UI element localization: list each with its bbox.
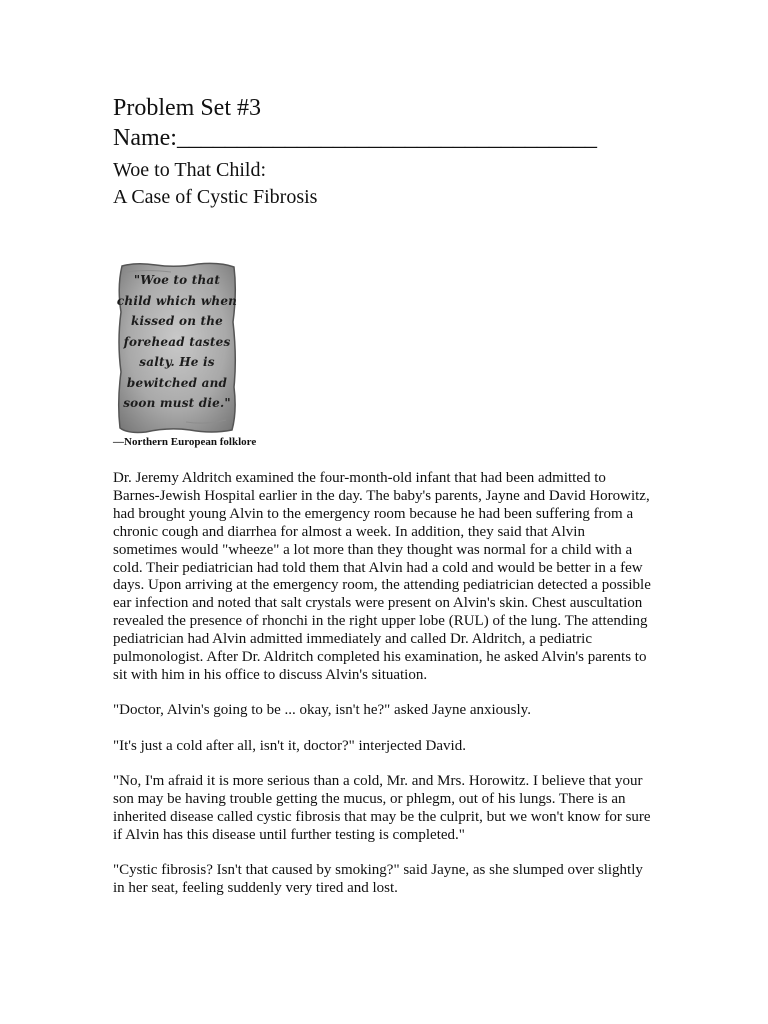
text-line: chronic cough and diarrhea for almost a week. In addition, they said that Alvin [113,523,585,540]
name-line: Name:___________________________________ [113,125,597,151]
quote-line: child which when [116,293,238,308]
text-line: Barnes-Jewish Hospital earlier in the day. The baby's parents, Jayne and David Horowitz, [113,487,650,504]
text-line: in her seat, feeling suddenly very tired and lost. [113,879,398,896]
quote-line: kissed on the [131,314,223,328]
text-line: days. Upon arriving at the emergency room, the attending pediatrician detected a possible [113,577,651,594]
text-line: sit with him in his office to discuss Alvin's situation. [113,666,428,683]
text-line: "No, I'm afraid it is more serious than a cold, Mr. and Mrs. Horowitz. I believe that your [113,773,643,789]
text-line: had brought young Alvin to the emergency room because he had been suffering from a [113,505,634,522]
paragraph-intro [113,470,658,685]
quote-line: bewitched and [126,375,228,390]
text-line: ear infection and noted that salt crystals were present on Alvin's skin. Chest auscultation [113,595,643,612]
quote-line: "Woe to that [133,273,221,287]
folklore-attribution: —Northern European folklore [113,436,257,448]
text-line: "Cystic fibrosis? Isn't that caused by smoking?" said Jayne, as she slumped over slightly [113,862,643,878]
case-title-line-2: A Case of Cystic Fibrosis [113,186,318,208]
paragraph-david-question [113,738,658,756]
text-line: pediatrician had Alvin admitted immediately and called Dr. Aldritch, a pediatric [113,631,593,648]
folklore-quote [116,270,238,414]
text-line: Dr. Jeremy Aldritch examined the four-month-old infant that had been admitted to [113,470,606,486]
text-line: inherited disease called cystic fibrosis that may be the culprit, but we won't know for sure [113,808,651,825]
text-line: pulmonologist. After Dr. Aldritch completed his examination, he asked Alvin's parents to [113,649,647,666]
text-line: if Alvin has this disease until further testing is completed." [113,826,465,843]
text-line: revealed the presence of rhonchi in the right upper lobe (RUL) of the lung. The attending [113,613,648,630]
text-line: "It's just a cold after all, isn't it, doctor?" interjected David. [113,738,466,754]
case-title-line-1: Woe to That Child: [113,159,267,181]
paragraph-jayne-reply [113,862,658,898]
quote-line: forehead tastes [123,334,231,349]
folklore-scroll-image [116,262,238,434]
quote-line: salty. He is [139,355,215,369]
problem-set-title: Problem Set #3 [113,95,261,121]
text-line: son may be having trouble getting the mucus, or phlegm, out of his lungs. There is an [113,790,626,807]
quote-line: soon must die." [123,396,231,410]
text-line: cold. Their pediatrician had told them that Alvin had a cold and would be better in a few [113,559,643,576]
text-line: sometimes would "wheeze" a lot more than they thought was normal for a child with a [113,541,633,558]
paragraph-doctor-reply [113,773,658,845]
paragraph-jayne-question [113,702,658,720]
text-line: "Doctor, Alvin's going to be ... okay, isn't he?" asked Jayne anxiously. [113,702,531,718]
